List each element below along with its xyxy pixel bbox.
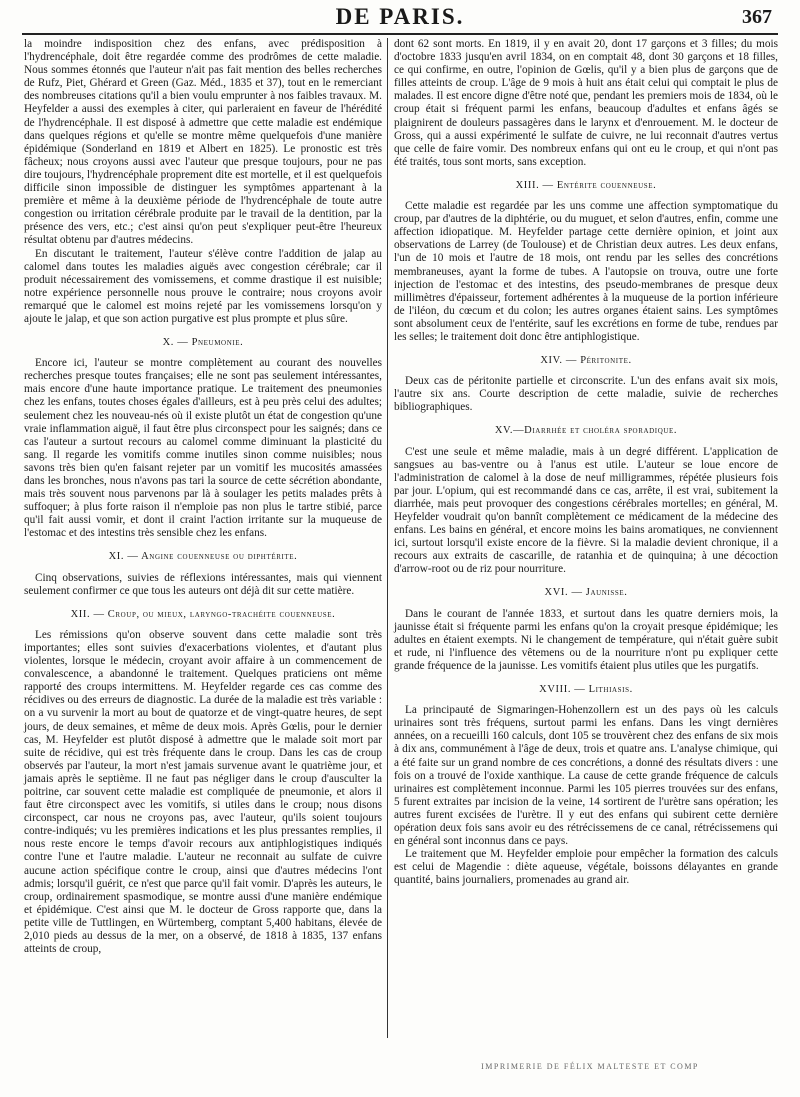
paragraph: La principauté de Sigmaringen-Hohenzollern est un des pays où les calculs urinaires sont très fréquens, surtout parmi les enfans. Dans les vingt dernières années, on a recueilli 160 calculs, dont 105 se trouvèrent chez des enfans de six mois à dix ans, communément à l'âge de deux, trois et quatre ans. L'analyse chimique, qui a été faite sur un grand nombre de ces concrétions, a donné des résultats divers : une fois on a trouvé de l'oxide xanthique. La cause de cette grande fréquence de calculs urinaires est complètement inconnue. Parmi les 105 pierres trouvées sur des enfans, 5 furent extraites par incision de la veine, 14 sortirent de l'urètre sans opération; les autres furent excisées de l'urètre. Il y eut des enfans qui subirent cette dernière opération deux fois sans avoir eu des rétrécissemens de ce canal, rétrécissemens qui en général sont inconnus dans ce pays. [394, 704, 778, 848]
left-column [24, 38, 382, 956]
right-column [394, 38, 778, 887]
paragraph: En discutant le traitement, l'auteur s'élève contre l'addition de jalap au calomel dans toutes les maladies aiguës avec congestion cérébrale; car il produit nécessairement des vomissemens, et comme drastique il est nuisible; notre expérience personnelle nous prouve le contraire; nous croyons avoir remarqué que le calomel est moins rejeté par les vomissemens lorsqu'on y ajoute le jalap, et que son action purgative est plus prompte et plus sûre. [24, 247, 382, 325]
section-heading: XV.—Diarrhée et choléra sporadique. [494, 425, 678, 437]
paragraph: C'est une seule et même maladie, mais à un degré différent. L'application de sangsues au bas-ventre ou à l'anus est utile. L'auteur se loue encore de l'administration de calomel à la dose de neuf milligrammes, répétée plusieurs fois par jour. L'opium, qui est recommandé dans ce cas, arrête, il est vrai, subitement la diarrhée, mais peut provoquer des congestions cérébrales mortelles; en général, M. Heyfelder voudrait qu'on bannît complètement ce médicament de la médecine des enfans. Les bains en général, et encore moins les bains aromatiques, ne conviennent ici, surtout lorsqu'il existe encore de la fièvre. Si la maladie devient chronique, il a recours aux extraits de cascarille, de ratanhia et de quinquina; à une décoction d'arrow-root ou de riz pour nourriture. [394, 445, 778, 576]
section-heading: XII. — Croup, ou mieux, laryngo-trachéite couenneuse. [70, 608, 336, 620]
paragraph: Cette maladie est regardée par les uns comme une affection symptomatique du croup, par d'autres de la diphtérie, ou du muguet, et selon d'autres, enfin, comme une affection idiopatique. M. Heyfelder partage cette dernière opinion, et joint aux observations de Larrey (de Toulouse) et de Christian deux autres. Les deux enfans, l'un de 10 mois et l'autre de 18 mois, ont rendu par les selles des concrétions membraneuses, ayant la forme de tubes. A l'autopsie on trouva, outre une forte injection de l'estomac et des intestins, des pseudo-membranes de presque deux millimètres d'épaisseur, fortement adhérentes à la muqueuse de la portion inférieure de l'iléon, du cœcum et du colon; les autres organes étaient sains. Les symptômes sont absolument ceux de l'entérite, sauf les excrétions en forme de tube, rendues par les selles; le traitement doit donc être antiphlogistique. [394, 200, 778, 343]
page-title: DE PARIS. [335, 4, 465, 29]
paragraph: Le traitement que M. Heyfelder emploie pour empêcher la formation des calculs est celui de Magendie : diète aqueuse, végétale, boissons délayantes en grande quantité, bains journaliers, promenades au grand air. [394, 848, 778, 887]
paragraph: dont 62 sont morts. En 1819, il y en avait 20, dont 17 garçons et 3 filles; du mois d'octobre 1833 jusqu'en avril 1834, on en comptait 48, dont 30 garçons et 18 filles, ce qui confirme, en outre, l'opinion de Gœlis, qu'il y a bien plus de garçons que de filles atteints de croup. L'âge de 9 mois à huit ans était celui qui comptait le plus de malades. Il est encore digne d'être noté que, pendant les premiers mois de 1834, où le croup était si fréquent parmi les enfans, beaucoup d'adultes et enfans âgés se plaignirent de douleurs passagères dans le larynx et d'enrouement. M. le docteur de Gross, qui a aussi expérimenté le sulfate de cuivre, ne lui reconnait d'autres vertus que celle de faire vomir. Des nombreux enfans qui ont eu le croup, et qui n'ont pas été traités, tous sont morts, sans exception. [394, 38, 778, 168]
section-heading: XVI. — Jaunisse. [544, 587, 628, 599]
page-header [20, 4, 780, 32]
section-heading: XI. — Angine couenneuse ou diphtérite. [108, 551, 298, 563]
section-heading: XIII. — Entérite couenneuse. [515, 179, 657, 191]
paragraph: Cinq observations, suivies de réflexions intéressantes, mais qui viennent seulement confirmer ce que tous les auteurs ont déjà dit sur cette matière. [24, 571, 382, 597]
paragraph: la moindre indisposition chez des enfans, avec prédisposition à l'hydrencéphale, doit être regardée comme des prodrômes de cette maladie. Nous sommes étonnés que l'auteur n'ait pas fait mention des belles recherches de Rufz, Piet, Ghérard et Green (Gaz. Méd., 1835 et 37), tout en le remerciant des nombreuses citations qu'il a bien voulu emprunter à nos faibles travaux. M. Heyfelder a aussi des exemples à citer, qui parleraient en faveur de l'hérédité de l'hydrencéphale. Il est disposé à admettre que cette maladie est endémique dans quelques régions et qu'elle se montre même quelquefois d'une manière épidémique (Sonderland en 1819 et Albert en 1825). Le pronostic est très fâcheux; nous croyons aussi avec l'auteur que presque toujours, pour ne pas dire toujours, l'hydrencéphale proprement dite est mortelle, et il est quelquefois difficile sinon impossible de distinguer les symptômes appartenant à la première et même à la deuxième période de l'hydrencéphale de toute autre congestion ou irritation cérébrale produite par le travail de la dentition, par la présence des vers, etc.; c'est ainsi qu'on peut s'expliquer peut-être l'heureux résultat obtenu par d'autres médecins. [24, 38, 382, 247]
section-heading: XVIII. — Lithiasis. [539, 684, 633, 696]
paragraph: Encore ici, l'auteur se montre complètement au courant des nouvelles recherches presque toutes françaises; elle ne sont pas seulement intéressantes, mais encore d'une haute importance pratique. Le traitement des pneumonies chez les enfans, toutes choses égales d'ailleurs, est à peu près celui des adultes; seulement chez les nouveau-nés où il existe plutôt un état de congestion qu'une vraie inflammation aiguë, il faut être plus circonspect pour les saignés; dans ce cas l'auteur a surtout recours au calomel comme diminuant la plasticité du sang. Il regarde les vomitifs comme inutiles sinon comme nuisibles; nous savons très bien qu'en faisant rejeter par un vomitif les mucosités amassées dans les bronches, nous n'avons pas tari la source de cette sécrétion abondante, mais très souvent nous parvenons par là à soulager les petits malades prêts à suffoquer; à plus forte raison il n'emploie pas non plus le tartre stibié, parce qu'il fait aussi vomir, et dont il craint l'action irritante sur la muqueuse de l'estomac et des intestins très sensible chez les enfans. [24, 357, 382, 540]
page-number: 367 [742, 6, 772, 28]
section-heading: X. — Pneumonie. [162, 337, 244, 349]
paragraph: Deux cas de péritonite partielle et circonscrite. L'un des enfans avait six mois, l'autre six ans. Courte description de cette maladie, suivie de recherches bibliographiques. [394, 375, 778, 414]
printer-imprint: IMPRIMERIE DE FÉLIX MALTESTE ET COMP [481, 1062, 699, 1071]
header-rule [22, 33, 778, 35]
section-heading: XIV. — Péritonite. [540, 355, 632, 367]
paragraph: Les rémissions qu'on observe souvent dans cette maladie sont très importantes; elles sont suivies d'exacerbations violentes, et d'autant plus violentes, lorsque le médecin, croyant avoir affaire à un commencement de convalescence, a abandonné le traitement. Quelques praticiens ont même rapporté des croups intermittens. M. Heyfelder regarde ces cas comme des récidives ou des erreurs de diagnostic. La durée de la maladie est très variable : on a vu survenir la mort au bout de quatorze et de vingt-quatre heures, de sept jours, de deux semaines, et même de deux mois. Après Gœlis, pour le dernier cas, M. Heyfelder est plutôt disposé à admettre que le malade soit mort par suite de récidive, qui est très fréquente dans le croup. Dans les cas de croup observés par l'auteur, la mort n'est jamais survenue avant le quatrième jour, et jamais après le septième. Il ne faut pas négliger dans le croup d'ausculter la poitrine, car souvent cette maladie est compliquée de pneumonie, et alors il faut être circonspect avec les vomitifs, si utiles dans le croup; nous disons circonspect, car nous ne croyons pas, avec l'auteur, qu'ils soient toujours contre-indiqués; vu les premières indications et les plus pressantes remplies, il nous reste encore le temps d'avoir recours aux antiphlogistiques indiqués contre l'une et l'autre maladie. L'auteur ne reconnait au sulfate de cuivre aucune action spécifique contre le croup, ainsi que d'autres médecins l'ont admis; lorsqu'il guérit, ce n'est que parce qu'il fait vomir. D'après les auteurs, le croup, ordinairement spasmodique, se montre aussi d'une manière endémique et épidémique. C'est ainsi que M. le docteur de Gross rapporte que, dans la petite ville de Tuttlingen, en Würtemberg, comptant 5,400 habitans, élevée de 2,010 pieds au dessus de la mer, on a observé, de 1818 à 1835, 137 enfans atteints de croup, [24, 628, 382, 956]
paragraph: Dans le courant de l'année 1833, et surtout dans les quatre derniers mois, la jaunisse était si fréquente parmi les enfans qu'on la croyait presque épidémique; les adultes en étaient exempts. Ni le changement de température, qui n'était guère subit et rude, ni l'influence des vêtemens ou de la nourriture n'ont pu expliquer cette grande fréquence de la jaunisse. Les vomitifs étaient plus utiles que les purgatifs. [394, 607, 778, 672]
column-divider [387, 38, 388, 1038]
